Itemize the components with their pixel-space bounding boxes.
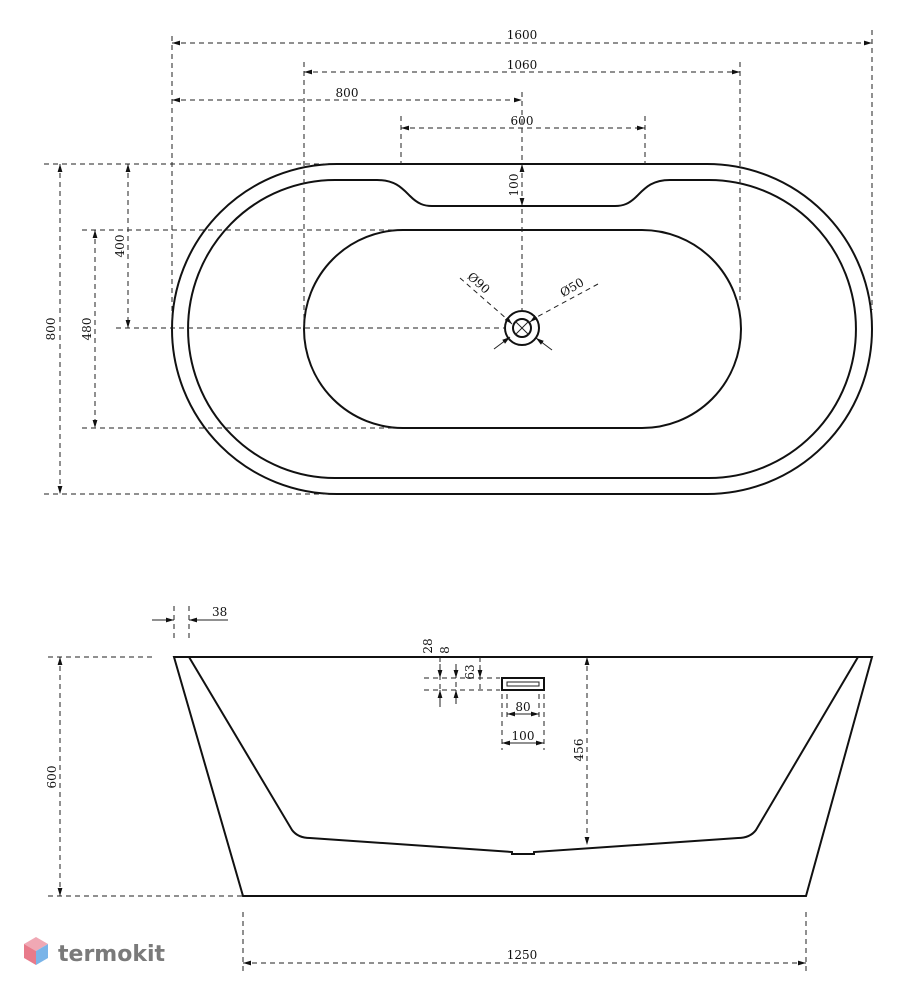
dim-drain-outer: Ø90 bbox=[464, 269, 493, 297]
side-view bbox=[45, 605, 872, 975]
dim-headrest-width: 600 bbox=[510, 114, 534, 128]
overflow-slot-outer bbox=[502, 678, 544, 690]
dim-base-length: 1250 bbox=[506, 948, 538, 962]
tub-outer-profile bbox=[174, 657, 872, 896]
dim-slot-inner: 80 bbox=[515, 700, 531, 714]
dim-headrest-depth: 100 bbox=[507, 173, 521, 197]
tub-inner-profile bbox=[189, 657, 858, 854]
dim-half-length: 800 bbox=[335, 86, 359, 100]
dim-height: 600 bbox=[45, 765, 59, 789]
dim-half-width: 400 bbox=[113, 234, 127, 258]
dim-inner-depth: 456 bbox=[572, 738, 586, 762]
dim-overall-length: 1600 bbox=[506, 28, 538, 42]
overflow-slot-inner bbox=[507, 682, 539, 686]
dim-overflow-offset-2: 8 bbox=[438, 646, 452, 654]
dim-slot-outer: 100 bbox=[511, 729, 535, 743]
dim-outer-straight: 1060 bbox=[506, 58, 538, 72]
dim-wall-thickness: 38 bbox=[212, 605, 228, 619]
dim-overflow-offset-1: 28 bbox=[421, 638, 435, 654]
brand-logo-text: termokit bbox=[58, 942, 166, 967]
inner-rim bbox=[188, 180, 856, 478]
dim-overall-width: 800 bbox=[44, 317, 58, 341]
top-view bbox=[44, 28, 872, 494]
cube-icon bbox=[24, 937, 48, 965]
brand-logo bbox=[24, 937, 165, 967]
dim-overflow-height: 63 bbox=[463, 664, 477, 680]
dim-drain-inner: Ø50 bbox=[557, 275, 587, 300]
dim-inner-width: 480 bbox=[80, 317, 94, 341]
